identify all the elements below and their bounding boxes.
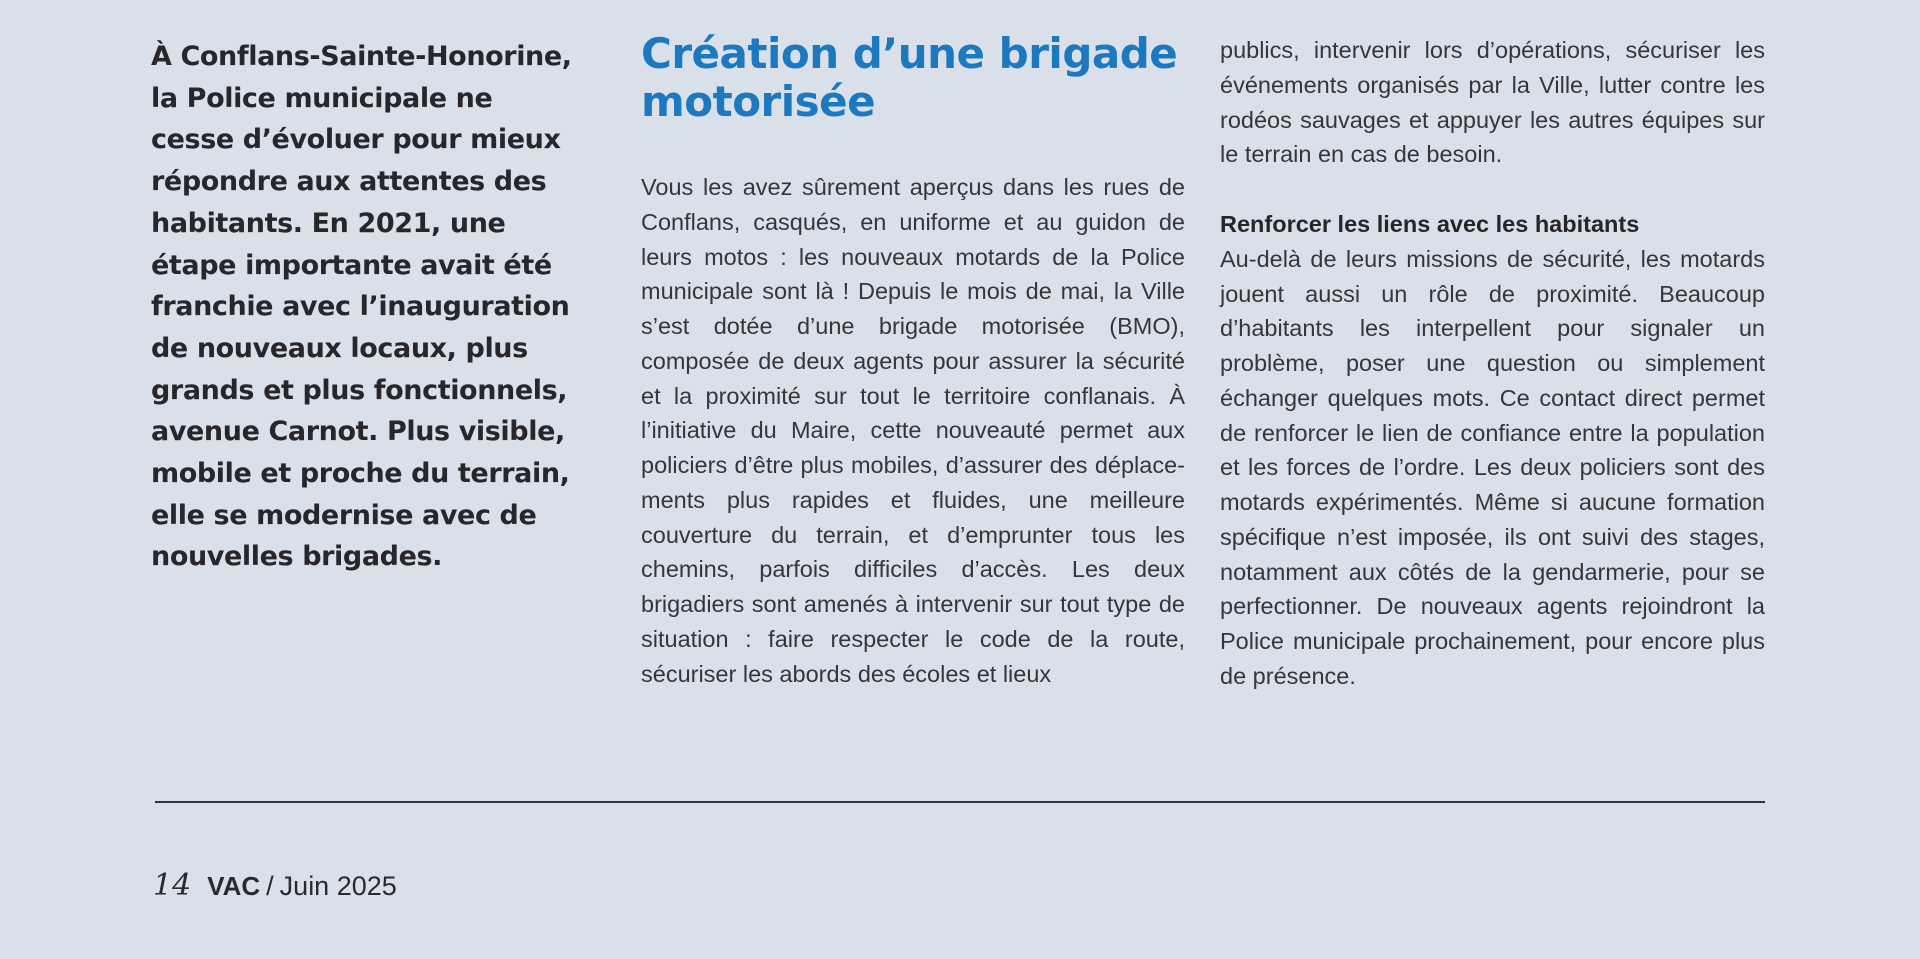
footer-divider: [155, 801, 1765, 803]
page-footer: [153, 866, 397, 906]
article-body-part-1: Vous les avez sûrement aperçus dans les rues de Conflans, casqués, en uniforme et au guidon de leurs motos : les nouveaux motards de la Police municipale sont là ! Depuis le mois de mai, la Ville s’est dotée d’une brigade motorisée (BMO), composée de deux agents pour assurer la sécurité et la proximité sur tout le territoire conflanais. À l’initiative du Maire, cette nouveauté permet aux policiers d’être plus mobiles, d’assurer des déplacements plus rapides et fluides, une meilleure couverture du terrain, et d’emprunter tous les chemins, parfois difficiles d’accès. Les deux brigadiers sont amenés à intervenir sur tout type de situation : faire respecter le code de la route, sécuriser les abords des écoles et lieux: [641, 174, 1185, 687]
article-body-continuation: publics, intervenir lors d’opérations, sécuriser les événements organisés par la Ville, lutter contre les rodéos sauvages et appuyer les autres équipes sur le terrain en cas de besoin.: [1220, 37, 1765, 168]
footer-separator: /: [266, 871, 274, 901]
page-number: 14: [153, 868, 192, 903]
article-body-part-2: Au-delà de leurs missions de sécurité, les motards jouent aussi un rôle de proximité. Beaucoup d’habitants les interpellent pour signaler un problème, poser une question ou simplement échanger quelques mots. Ce contact direct permet de renforcer le lien de confiance entre la population et les forces de l’ordre. Les deux policiers sont des motards expérimentés. Même si aucune formation spécifique n’est imposée, ils ont suivi des stages, notamment aux côtés de la gendarmerie, pour se perfectionner. De nouveaux agents rejoindront la Police municipale prochainement, pour encore plus de présence.: [1220, 245, 1765, 689]
article-headline: Création d’une brigade motorisée: [641, 29, 1178, 126]
magazine-name: VAC: [207, 871, 261, 901]
article-column-middle: [641, 30, 1185, 691]
intro-paragraph: À Conflans-Sainte-Honorine, la Police municipale ne cesse d’évoluer pour mieux répondre aux attentes des habitants. En 2021, une étape importante avait été franchie avec l’inauguration de nouveaux locaux, plus grands et plus fonctionnels, avenue Carnot. Plus visible, mobile et proche du terrain, elle se modernise avec de nouvelles brigades.: [151, 41, 572, 573]
article-subheading: Renforcer les liens avec les habitants: [1220, 211, 1640, 237]
article-column-right: [1220, 33, 1765, 694]
issue-date: Juin 2025: [279, 871, 397, 901]
